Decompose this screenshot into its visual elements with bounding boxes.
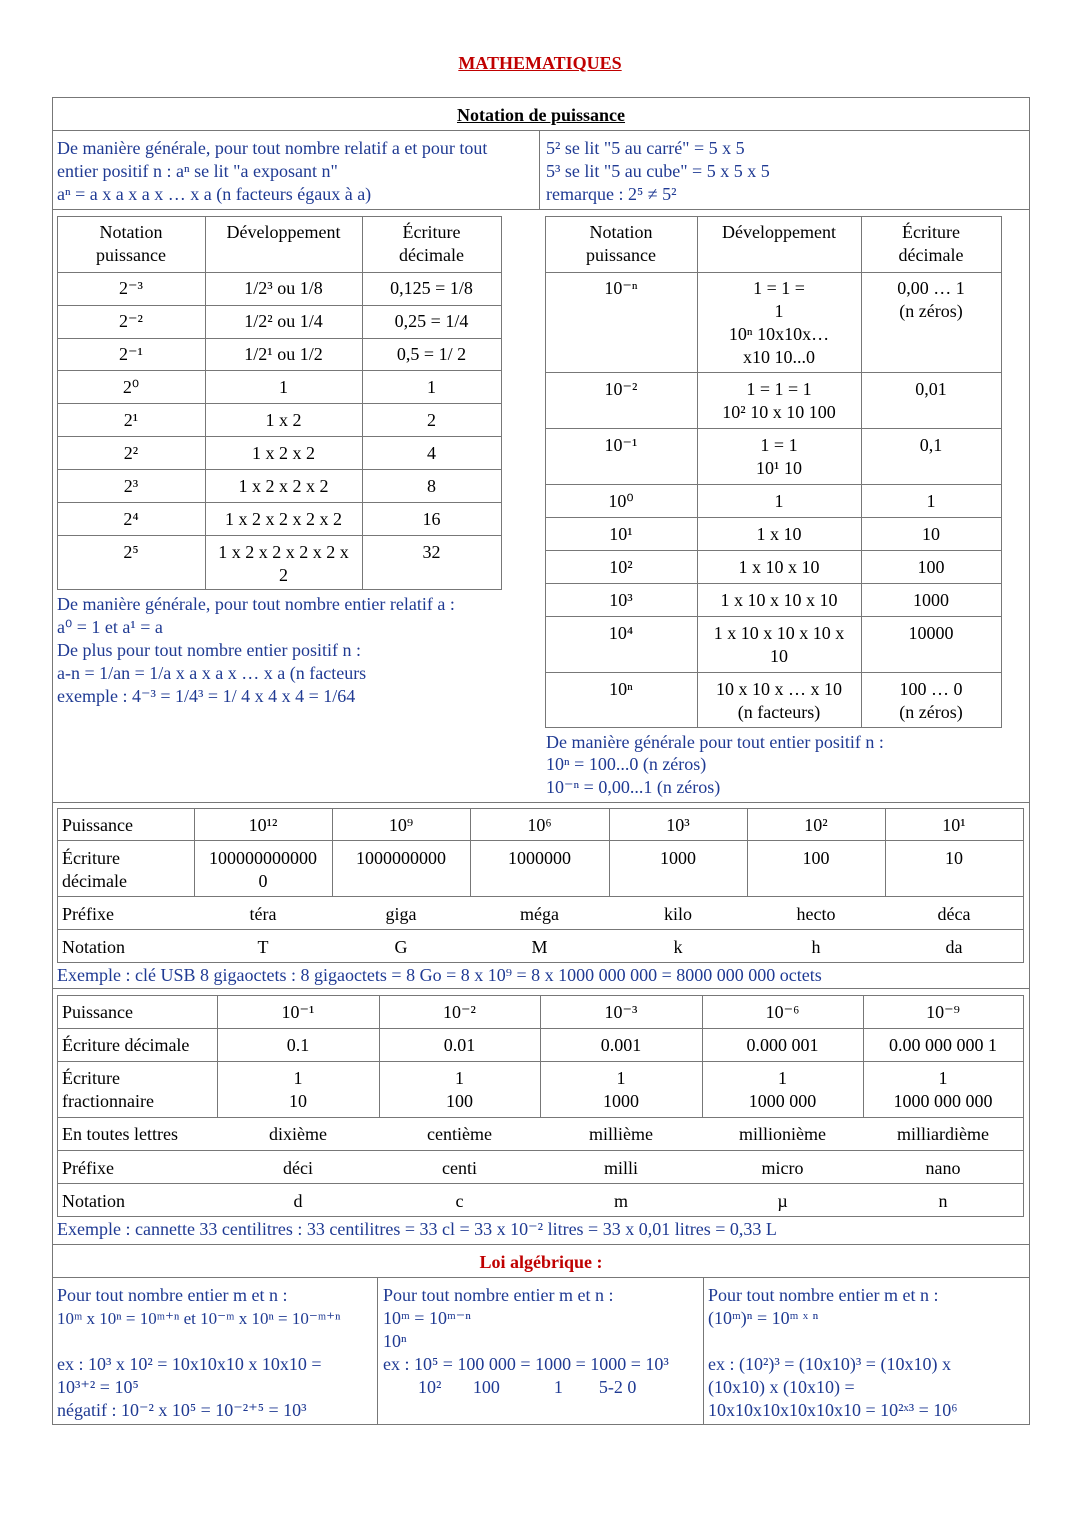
- big-ecriture: 1000000000: [356, 848, 446, 868]
- t10-cell: 10¹ 10: [756, 458, 802, 478]
- general-left-line-5: exemple : 4⁻³ = 1/4³ = 1/ 4 x 4 x 4 = 1/64: [57, 686, 356, 706]
- general-right-line-2: 10ⁿ = 100...0 (n zéros): [546, 754, 707, 774]
- small-frac-num: 1: [778, 1068, 787, 1088]
- t10-cell: 1 x 10 x 10: [738, 557, 820, 577]
- small-label-ecriture: Écriture: [62, 1068, 120, 1088]
- small-frac-den: 1000: [603, 1091, 639, 1111]
- big-notation: da: [945, 937, 963, 957]
- t2-header-3-line-2: décimale: [399, 245, 464, 265]
- small-label-puissance: Puissance: [62, 1002, 133, 1022]
- t2-cell: 8: [427, 476, 436, 496]
- general-left-line-4: a-n = 1/an = 1/a x a x a x … x a (n facteurs: [57, 663, 367, 683]
- t10-cell: 10² 10 x 10 100: [722, 402, 836, 422]
- small-frac-num: 1: [938, 1068, 948, 1088]
- t10-cell: 1: [774, 301, 784, 321]
- t10-cell: (n facteurs): [737, 702, 821, 722]
- t10-cell: 10⁰: [608, 491, 634, 511]
- t10-cell: 10²: [609, 557, 633, 577]
- t10-cell: 1 = 1 =: [753, 278, 805, 298]
- t2-cell: 16: [422, 509, 441, 529]
- t10-header-2: Développement: [722, 222, 836, 242]
- t10-cell: 10ⁿ: [609, 679, 633, 699]
- big-prefixe: méga: [520, 904, 559, 924]
- small-frac-num: 1: [616, 1068, 626, 1088]
- small-frac-den: 1000 000: [748, 1091, 817, 1111]
- big-ecriture: 1000: [660, 848, 696, 868]
- small-prefixe: milli: [603, 1158, 638, 1178]
- big-puissance: 10¹²: [248, 815, 278, 835]
- t2-cell: 1/2² ou 1/4: [244, 311, 323, 331]
- t10-cell: 0,00 … 1: [897, 278, 965, 298]
- loi1-rule: 10ᵐ x 10ⁿ = 10ᵐ⁺ⁿ et 10⁻ᵐ x 10ⁿ = 10⁻ᵐ⁺ⁿ: [57, 1309, 341, 1328]
- t10-cell: 1 x 10 x 10 x 10 x: [713, 623, 845, 643]
- t2-cell: 1 x 2 x 2 x 2 x 2 x: [218, 542, 349, 562]
- intro-left-line-3: aⁿ = a x a x a x … x a (n facteurs égaux à a): [57, 184, 372, 204]
- big-ecriture: 0: [258, 871, 268, 891]
- small-frac-num: 1: [455, 1068, 464, 1088]
- general-right-line-3: 10⁻ⁿ = 0,00...1 (n zéros): [546, 777, 721, 797]
- t2-cell: 2⁻¹: [119, 344, 143, 364]
- small-decimale: 0.001: [600, 1035, 642, 1055]
- big-label-prefixe: Préfixe: [62, 904, 114, 924]
- loi3-ex-1: ex : (10²)³ = (10x10)³ = (10x10) x: [708, 1354, 951, 1374]
- t2-header-3-line-1: Écriture: [402, 222, 461, 242]
- big-ecriture: 1000000: [508, 848, 571, 868]
- big-example: Exemple : clé USB 8 gigaoctets : 8 gigaoctets = 8 Go = 8 x 10⁹ = 8 x 1000 000 000 = 8000 000 000 octets: [57, 965, 822, 985]
- small-example: Exemple : cannette 33 centilitres : 33 centilitres = 33 cl = 33 x 10⁻² litres = 33 x 0,01 litres = 0,33 L: [57, 1219, 777, 1239]
- t2-cell: 1: [427, 377, 436, 397]
- small-decimale: 0.1: [286, 1035, 310, 1055]
- loi2-rule: 10ᵐ = 10ᵐ⁻ⁿ: [383, 1308, 471, 1328]
- t2-header-1-line-2: puissance: [96, 245, 166, 265]
- big-ecriture: 100000000000: [209, 848, 317, 868]
- loi2-head: Pour tout nombre entier m et n :: [383, 1285, 614, 1305]
- t2-cell: 1/2³ ou 1/8: [244, 278, 323, 298]
- t2-cell: 2⁴: [123, 509, 139, 529]
- small-lettres: millionième: [739, 1124, 826, 1144]
- small-lettres: dixième: [269, 1124, 327, 1144]
- big-prefixe: déca: [937, 904, 971, 924]
- big-prefixe: kilo: [663, 904, 692, 924]
- small-label-fractionnaire: fractionnaire: [62, 1091, 154, 1111]
- t2-cell: 1: [279, 377, 288, 397]
- t10-cell: 10⁻ⁿ: [604, 278, 638, 298]
- t2-cell: 2¹: [123, 410, 139, 430]
- t2-cell: 1/2¹ ou 1/2: [244, 344, 323, 364]
- page-title: MATHEMATIQUES: [458, 53, 622, 73]
- small-lettres: milliardième: [897, 1124, 989, 1144]
- t2-cell: 1 x 2 x 2: [252, 443, 315, 463]
- t10-cell: 1 x 10: [756, 524, 802, 544]
- t10-cell: (n zéros): [899, 702, 963, 722]
- t10-cell: 1: [774, 491, 784, 511]
- small-notation: m: [613, 1191, 628, 1211]
- t2-cell: 32: [422, 542, 441, 562]
- loi1-head: Pour tout nombre entier m et n :: [57, 1285, 288, 1305]
- small-frac-den: 100: [446, 1091, 473, 1111]
- loi3-ex-2: (10x10) x (10x10) =: [708, 1377, 855, 1397]
- small-notation: c: [455, 1191, 464, 1211]
- t10-cell: 10⁻²: [604, 379, 638, 399]
- general-left-line-3: De plus pour tout nombre entier positif n :: [57, 640, 361, 660]
- small-prefixe: déci: [283, 1158, 313, 1178]
- loi2-rule-den: 10ⁿ: [383, 1331, 407, 1351]
- loi1-ex-3: négatif : 10⁻² x 10⁵ = 10⁻²⁺⁵ = 10³: [57, 1400, 307, 1420]
- small-prefixe: micro: [761, 1158, 804, 1178]
- intro-left-line-1: De manière générale, pour tout nombre relatif a et pour tout: [57, 138, 488, 158]
- loi3-rule: (10ᵐ)ⁿ = 10ᵐ ˣ ⁿ: [708, 1308, 819, 1328]
- big-label-notation: Notation: [62, 937, 125, 957]
- t10-cell: 1 x 10 x 10 x 10: [720, 590, 838, 610]
- t10-cell: 10⁴: [608, 623, 634, 643]
- big-prefixe: giga: [385, 904, 417, 924]
- general-right-line-1: De manière générale pour tout entier positif n :: [546, 732, 884, 752]
- t2-cell: 2⁻²: [119, 311, 143, 331]
- big-puissance: 10³: [666, 815, 690, 835]
- t10-cell: 10000: [908, 623, 954, 643]
- t10-header-1-line-2: puissance: [586, 245, 656, 265]
- small-notation: n: [938, 1191, 948, 1211]
- small-label-prefixe: Préfixe: [62, 1158, 114, 1178]
- t10-header-3-line-2: décimale: [898, 245, 964, 265]
- big-notation: h: [811, 937, 821, 957]
- t10-cell: 0,01: [915, 379, 947, 399]
- t2-cell: 1 x 2 x 2 x 2: [238, 476, 329, 496]
- small-label-decimale: Écriture décimale: [62, 1035, 190, 1055]
- big-puissance: 10²: [804, 815, 828, 835]
- t10-cell: 10⁻¹: [604, 435, 638, 455]
- t10-cell: 10 x 10 x … x 10: [716, 679, 842, 699]
- big-label-decimale: décimale: [62, 871, 127, 891]
- t2-cell: 2: [279, 565, 288, 585]
- small-decimale: 0.000 001: [746, 1035, 819, 1055]
- small-puissance: 10⁻⁶: [765, 1002, 800, 1022]
- small-puissance: 10⁻³: [604, 1002, 638, 1022]
- small-decimale: 0.00 000 000 1: [889, 1035, 997, 1055]
- t2-cell: 1 x 2: [265, 410, 302, 430]
- t10-cell: 10¹: [609, 524, 633, 544]
- t10-cell: x10 10...0: [743, 347, 815, 367]
- t10-cell: 10³: [609, 590, 633, 610]
- t10-cell: 100: [917, 557, 945, 577]
- t2-cell: 2⁰: [122, 377, 140, 397]
- big-notation: T: [257, 937, 269, 957]
- small-puissance: 10⁻²: [443, 1002, 476, 1022]
- t10-cell: (n zéros): [899, 301, 963, 321]
- t2-cell: 0,25 = 1/4: [394, 311, 469, 331]
- small-decimale: 0.01: [443, 1035, 476, 1055]
- big-puissance: 10⁹: [388, 815, 414, 835]
- section-heading-notation: Notation de puissance: [456, 105, 626, 125]
- general-left-line-2: a⁰ = 1 et a¹ = a: [57, 617, 163, 637]
- small-frac-num: 1: [293, 1068, 303, 1088]
- loi2-ex-2: 10² 100 1 5-2 0: [418, 1377, 637, 1397]
- small-lettres: centième: [427, 1124, 492, 1144]
- small-label-lettres: En toutes lettres: [62, 1124, 178, 1144]
- t10-cell: 10: [770, 646, 788, 666]
- small-puissance: 10⁻⁹: [926, 1002, 960, 1022]
- t10-cell: 1 = 1 = 1: [746, 379, 812, 399]
- intro-left-line-2: entier positif n : aⁿ se lit "a exposant n": [57, 161, 338, 181]
- loi-heading: Loi algébrique :: [479, 1252, 603, 1272]
- t10-cell: 10: [922, 524, 940, 544]
- t2-header-2: Développement: [226, 222, 341, 242]
- big-prefixe: téra: [249, 904, 277, 924]
- t10-cell: 1 = 1: [760, 435, 798, 455]
- intro-right-line-3: remarque : 2⁵ ≠ 5²: [546, 184, 677, 204]
- small-notation: d: [293, 1191, 303, 1211]
- loi1-ex-2: 10³⁺² = 10⁵: [57, 1377, 139, 1397]
- t2-cell: 2²: [123, 443, 139, 463]
- loi3-head: Pour tout nombre entier m et n :: [708, 1285, 939, 1305]
- big-puissance: 10¹: [942, 815, 966, 835]
- t2-cell: 2⁵: [123, 542, 139, 562]
- small-prefixe: nano: [925, 1158, 961, 1178]
- big-label-ecriture: Écriture: [62, 848, 120, 868]
- general-left-line-1: De manière générale, pour tout nombre entier relatif a :: [57, 594, 455, 614]
- small-puissance: 10⁻¹: [281, 1002, 315, 1022]
- intro-right-line-1: 5² se lit "5 au carré" = 5 x 5: [546, 138, 745, 158]
- small-lettres: millième: [589, 1124, 653, 1144]
- small-frac-den: 1000 000 000: [893, 1091, 993, 1111]
- loi2-ex-1: ex : 10⁵ = 100 000 = 1000 = 1000 = 10³: [383, 1354, 669, 1374]
- t10-cell: 1: [926, 491, 936, 511]
- big-ecriture: 100: [802, 848, 830, 868]
- t2-cell: 0,5 = 1/ 2: [396, 344, 467, 364]
- t10-cell: 10ⁿ 10x10x…: [728, 324, 830, 344]
- small-label-notation: Notation: [62, 1191, 125, 1211]
- loi3-ex-3: 10x10x10x10x10x10 = 10²ˣ³ = 10⁶: [708, 1400, 958, 1420]
- big-notation: M: [531, 937, 548, 957]
- t2-cell: 0,125 = 1/8: [390, 278, 473, 298]
- t2-cell: 2: [427, 410, 436, 430]
- intro-right-line-2: 5³ se lit "5 au cube" = 5 x 5 x 5: [546, 161, 770, 181]
- big-notation: k: [673, 937, 683, 957]
- small-frac-den: 10: [289, 1091, 307, 1111]
- big-prefixe: hecto: [796, 904, 836, 924]
- t2-header-1-line-1: Notation: [99, 222, 163, 242]
- t10-header-3-line-1: Écriture: [902, 222, 960, 242]
- small-prefixe: centi: [442, 1158, 477, 1178]
- small-notation: µ: [777, 1191, 788, 1211]
- t10-cell: 0,1: [919, 435, 943, 455]
- t10-header-1-line-1: Notation: [589, 222, 653, 242]
- loi1-ex-1: ex : 10³ x 10² = 10x10x10 x 10x10 =: [57, 1354, 322, 1374]
- t10-cell: 100 … 0: [899, 679, 963, 699]
- big-ecriture: 10: [945, 848, 963, 868]
- t2-cell: 1 x 2 x 2 x 2 x 2: [225, 509, 342, 529]
- t2-cell: 2⁻³: [119, 278, 143, 298]
- t10-cell: 1000: [913, 590, 949, 610]
- t2-cell: 2³: [123, 476, 139, 496]
- t2-cell: 4: [427, 443, 436, 463]
- big-puissance: 10⁶: [527, 815, 552, 835]
- big-label-puissance: Puissance: [62, 815, 133, 835]
- big-notation: G: [394, 937, 408, 957]
